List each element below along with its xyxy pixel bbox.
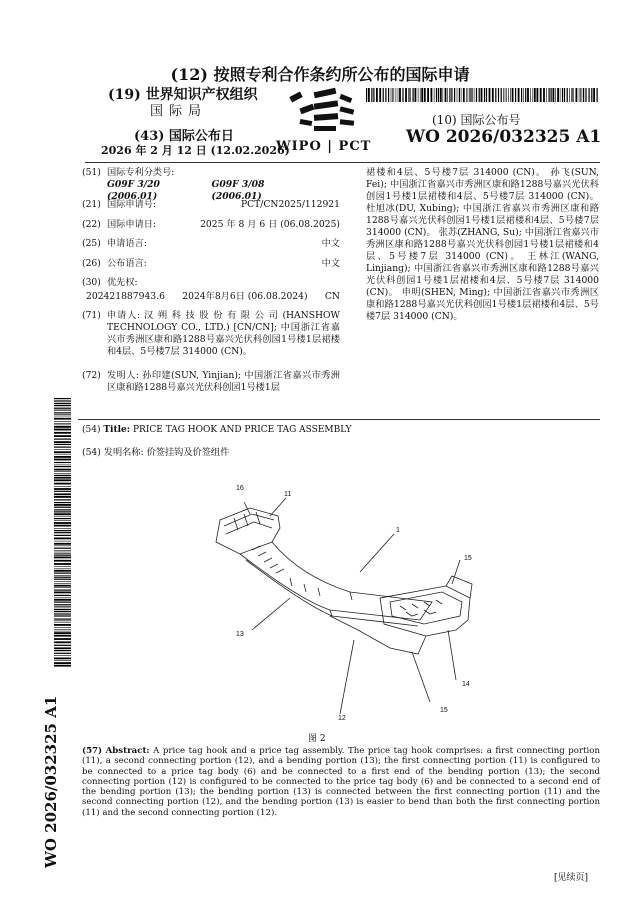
label-16: 16 (236, 485, 244, 492)
label-1: 1 (396, 527, 400, 534)
filing-value: 2025 年 8 月 6 日 (06.08.2025) (200, 219, 340, 230)
title-chinese-line: (54) 发明名称: 价签挂钩及价签组件 (82, 447, 230, 458)
label-13: 13 (236, 631, 244, 638)
inventor-text: 发明人: 孙印建(SUN, Yinjian); 中国浙江省嘉兴市秀洲区康和路1288号嘉兴光伏科创园1号楼1层 (107, 370, 340, 393)
label-12: 12 (338, 715, 346, 722)
publication-date-label: (43) 国际公布日 (134, 129, 234, 144)
priority-row (82, 291, 340, 303)
wipo-pct-wordmark: WIPO | PCT (276, 139, 372, 154)
side-publication-number: WO 2026/032325 A1 (42, 695, 60, 868)
ipc-label: 国际专利分类号: (107, 167, 175, 178)
label-15-top: 15 (464, 555, 472, 562)
publication-number-label: (10) 国际公布号 (432, 113, 521, 127)
applicant-text: 申请人: 汉 朔 科 技 股 份 有 限 公 司 (HANSHOW TECHNOLOGY CO., LTD.) [CN/CN]; 中国浙江省嘉兴市秀洲区康和路1288号嘉兴光伏科创园1号楼1层裙楼和4层、5号楼7层 314000 (CN)。 (107, 310, 340, 357)
publication-date: 2026 年 2 月 12 日 (12.02.2026) (101, 144, 290, 157)
priority-number: 202421887943.6 (86, 291, 165, 302)
document-type-title: (12) 按照专利合作条约所公布的国际申请 (170, 65, 470, 84)
title-english: PRICE TAG HOOK AND PRICE TAG ASSEMBLY (132, 425, 352, 435)
continued-marker: [见续页] (554, 873, 589, 883)
barcode-top (366, 88, 598, 102)
barcode-side (54, 398, 71, 668)
organization-bureau: 国际局 (150, 104, 208, 119)
filelang-value: 中文 (321, 238, 340, 249)
label-11: 11 (284, 491, 292, 498)
section-divider (78, 419, 600, 420)
abstract-text: A price tag hook and a price tag assembly. The price tag hook comprises: a first connecting portion (11), a second connecting portion (12), and a bending portion (13); the first connecting portion (11) is configured to be connected to a price tag body (6) and be connected to a first end of the bending portion (13); the second connecting portion (12) is configured to be connected to the price tag body (6) and be connected to a second end of the bending portion (13); the bending portion (13) is connected between the first connecting portion (11) and the second connecting portion (12), and the bending portion (13) is easier to bend than both the first connecting portion (11) and the second connecting portion (12). (82, 746, 600, 818)
ipc-code-1: G09F 3/20 (2006.01) (107, 179, 160, 202)
publication-number: WO 2026/032325 A1 (406, 127, 602, 147)
publang-label: 公布语言: (107, 258, 147, 269)
priority-label: 优先权: (107, 277, 138, 288)
appno-label: 国际申请号: (107, 199, 157, 210)
title-english-line: (54) Title: PRICE TAG HOOK AND PRICE TAG ASSEMBLY (82, 425, 352, 435)
label-14: 14 (462, 681, 470, 688)
organization-name: (19) 世界知识产权组织 (108, 87, 258, 103)
label-15-bottom: 15 (440, 707, 448, 714)
filing-label: 国际申请日: (107, 219, 157, 230)
abstract: (57) Abstract: A price tag hook and a price tag assembly. The price tag hook comprises: a first connecting portion (11), a second connecting portion (12), and a bending portion (13); the first connecting portion (11) is configured to be connected to a price tag body (6) and be connected to a first end of the bending portion (13); the second connecting portion (12) is configured to be connected to the price tag body (6) and be connected to a second end of the bending portion (13); the bending portion (13) is connected between the first connecting portion (11) and the second connecting portion (12), and the bending portion (13) is easier to bend than both the first connecting portion (11) and the second connecting portion (12). (82, 746, 600, 818)
appno-value: PCT/CN2025/112921 (240, 199, 340, 210)
patent-drawing-figure (180, 480, 500, 730)
header-divider (85, 162, 600, 163)
title-chinese: 价签挂钩及价签组件 (146, 447, 230, 458)
ipc-code-2: G09F 3/08 (2006.01) (211, 179, 265, 202)
priority-country: CN (324, 291, 340, 302)
figure-caption: 图 2 (308, 734, 326, 744)
inventors-continued: 裙楼和4层、5号楼7层 314000 (CN)。 孙飞(SUN, Fei); 中国浙江省嘉兴市秀洲区康和路1288号嘉兴光伏科创园1号楼1层裙楼和4层、5号楼7层 314000 (CN)。 杜旭冰(DU, Xubing); 中国浙江省嘉兴市秀洲区康和路1288号嘉兴光伏科创园1号楼1层裙楼和4层、5号楼7层 314000 (CN)。 张苏(ZHANG, Su); 中国浙江省嘉兴市秀洲区康和路1288号嘉兴光伏科创园1号楼1层裙楼和4层、5号楼7层 314000 (CN)。 王林江(WANG, Linjiang); 中国浙江省嘉兴市秀洲区康和路1288号嘉兴光伏科创园1号楼1层裙楼和4层、5号楼7层 314000 (CN)。 申明(SHEN, Ming); 中国浙江省嘉兴市秀洲区康和路1288号嘉兴光伏科创园1号楼1层裙楼和4层、5号楼7层 314000 (CN)。 (366, 167, 599, 322)
filelang-label: 申请语言: (107, 238, 147, 249)
priority-date: 2024年8月6日 (06.08.2024) (182, 291, 308, 302)
publang-value: 中文 (321, 258, 340, 269)
